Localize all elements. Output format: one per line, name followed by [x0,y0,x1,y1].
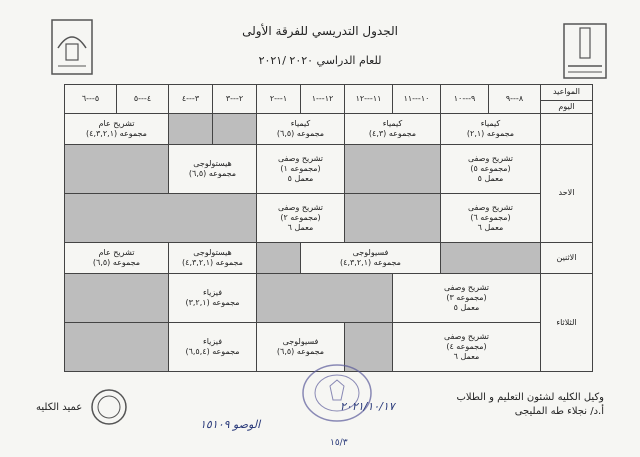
course-name: كيمياء [290,118,311,128]
handwritten-date: ٢٠٢١/١٠/١٧ [340,400,395,413]
empty-cell [65,145,169,194]
group-label: مجموعه (٢,١) [466,128,515,138]
university-logo-right [562,22,608,80]
course-name: فيزياء [202,337,223,346]
lab-label: معمل ٦ [287,222,314,232]
schedule-table [64,84,593,372]
course-name: فسيولوجى [352,247,389,257]
group-label: (مجموعه ٣) [446,293,487,303]
faculty-seal [90,388,128,426]
group-label: مجموعه (٤,٣,٢,١) [182,257,243,267]
class-cell [441,113,541,144]
group-label: مجموعه (٦,٥) [276,128,325,138]
day-monday: الاثنين [541,242,593,273]
handwritten-note: الوصو ١٥١٠٩ [200,418,261,431]
official-stamp [300,362,374,424]
class-cell [169,274,257,323]
group-label: مجموعه (٤,٣) [368,128,417,138]
time-slot-2: ٩---١٠ [441,85,489,114]
course-name: تشريح وصفى [277,154,324,164]
empty-cell [257,242,301,273]
empty-cell [345,145,441,194]
vice-dean-name: أ.د/ نجلاء طه المليجى [514,406,604,417]
time-slot-1: ٨---٩ [489,85,541,114]
corner-day-label: اليوم [541,100,593,113]
course-name: كيمياء [480,118,501,128]
day-cell-first [541,113,593,144]
group-label: مجموعه (٦,٥,٤) [185,347,240,356]
class-cell [169,242,257,273]
empty-cell [345,193,441,242]
university-logo-left [50,18,94,76]
lab-label: معمل ٦ [477,222,504,232]
empty-cell [65,323,169,372]
empty-cell [257,274,393,323]
course-name: تشريح عام [98,247,135,257]
class-cell [65,113,169,144]
class-cell [169,323,257,372]
time-slot-6: ١---٢ [257,85,301,114]
group-label: (مجموعه ٦) [470,212,511,222]
class-cell [393,323,541,372]
class-cell [257,113,345,144]
class-cell [301,242,441,273]
time-slot-8: ٣---٤ [169,85,213,114]
day-sunday: الاحد [541,145,593,243]
corner-time-label: المواعيد [541,85,593,101]
course-name: تشريح وصفى [443,332,490,341]
group-label: مجموعه (٣,٢,١) [185,298,240,308]
course-name: هيستولوجى [193,159,232,169]
time-slot-7: ٢---٣ [213,85,257,114]
class-cell [393,274,541,323]
time-slot-9: ٤---٥ [117,85,169,114]
academic-year: للعام الدراسي ٢٠٢٠ /٢٠٢١ [258,54,382,67]
time-slot-10: ٥---٦ [65,85,117,114]
class-cell [441,145,541,194]
course-name: فسيولوجى [282,337,319,346]
empty-cell [213,113,257,144]
group-label: (مجموعه ١) [280,164,321,174]
group-label: مجموعه (٤,٣,٢,١) [86,128,147,138]
time-slot-4: ١١---١٢ [345,85,393,114]
empty-cell [441,242,541,273]
time-slot-3: ١٠---١١ [393,85,441,114]
course-name: تشريح وصفى [443,283,490,293]
time-slot-5: ١٢---١ [301,85,345,114]
vice-dean-title: وكيل الكليه لشئون التعليم و الطلاب [456,392,604,403]
day-tuesday: الثلاثاء [541,274,593,372]
course-name: تشريح وصفى [277,202,324,212]
lab-label: معمل ٥ [477,174,504,184]
course-name: هيستولوجى [193,247,232,257]
class-cell [345,113,441,144]
course-name: كيمياء [382,118,403,128]
course-name: تشريح عام [98,118,135,128]
group-label: مجموعه (٦,٥) [92,257,141,267]
empty-cell [169,113,213,144]
class-cell [169,145,257,194]
lab-label: معمل ٦ [453,352,480,361]
course-name: تشريح وصفى [467,154,514,164]
course-name: فيزياء [202,288,223,298]
group-label: مجموعه (٦,٥) [188,169,237,179]
schedule-title: الجدول التدريسي للفرقة الأولى [242,24,398,38]
empty-cell [65,274,169,323]
group-label: (مجموعه ٥) [470,164,511,174]
group-label: مجموعه (٤,٣,٢,١) [340,257,401,267]
lab-label: معمل ٥ [287,174,314,184]
empty-cell [65,193,257,242]
class-cell [65,242,169,273]
class-cell [257,145,345,194]
handwritten-small: ١٥/٣ [330,438,348,448]
lab-label: معمل ٥ [453,303,480,313]
group-label: مجموعه (٦,٥) [276,347,325,356]
dean-title: عميد الكليه [36,402,83,413]
class-cell [257,193,345,242]
course-name: تشريح وصفى [467,202,514,212]
class-cell [441,193,541,242]
group-label: (مجموعه ٢) [280,212,321,222]
group-label: (مجموعه ٤) [446,342,487,351]
